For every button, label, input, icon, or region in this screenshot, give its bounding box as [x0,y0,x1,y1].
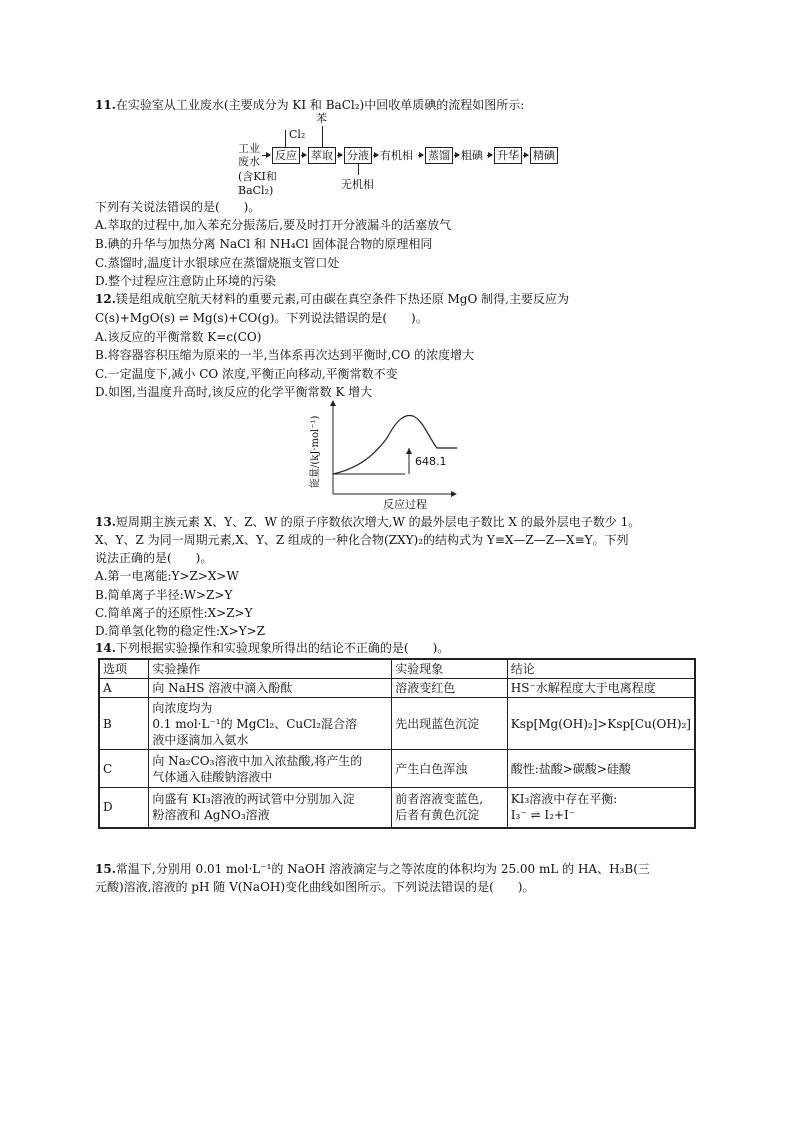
flow-step-separate: 分液 [344,147,372,164]
row-d-operation: 向盛有 KI₃溶液的两试管中分别加入淀 粉溶液和 AgNO₃溶液 [149,788,392,828]
flow-arrow-8 [523,155,528,156]
header-operation: 实验操作 [149,659,392,679]
row-d-conclusion: KI₃溶液中存在平衡: I₃⁻ ⇌ I₂+I⁻ [507,788,695,828]
q11-option-c: C.蒸馏时,温度计水银球应在蒸馏烧瓶支管口处 [95,256,340,270]
flow-input-2: 废水 [238,155,260,168]
table-row [99,788,695,828]
table-row [99,698,695,750]
q14-table [98,658,696,829]
header-option: 选项 [99,659,149,679]
q13-option-c: C.简单离子的还原性:X>Z>Y [95,606,253,620]
row-b-operation: 向浓度均为 0.1 mol·L⁻¹的 MgCl₂、CuCl₂混合溶 液中逐滴加入氨水 [149,698,392,750]
flow-input-4: BaCl₂) [238,184,274,197]
flow-benzene: 苯 [316,112,327,125]
flow-arrow-4 [373,155,378,156]
row-d-phenomenon: 前者溶液变蓝色, 后者有黄色沉淀 [392,788,507,828]
row-c-phenomenon: 产生白色浑浊 [392,750,507,788]
q12-option-a: A.该反应的平衡常数 K=c(CO) [95,330,262,344]
q12-option-d: D.如图,当温度升高时,该反应的化学平衡常数 K 增大 [95,385,373,399]
q13-stem-1: 13.短周期主族元素 X、Y、Z、W 的原子序数依次增大,W 的最外层电子数比 X 的最外层电子数少 1。 [95,515,641,529]
flow-arrow-2 [301,155,306,156]
energy-delta-label: 648.1 [415,455,447,468]
q13-stem-3: 说法正确的是( )。 [95,551,213,565]
row-b-option: B [99,698,149,750]
flow-arrow-5 [418,155,423,156]
header-phenomenon: 实验现象 [392,659,507,679]
row-a-option: A [99,679,149,698]
flow-aqueous-line [358,163,359,175]
q11-option-a: A.萃取的过程中,加入苯充分振荡后,要及时打开分液漏斗的活塞放气 [95,218,452,232]
header-conclusion: 结论 [507,659,695,679]
energy-diagram [305,398,475,513]
q15-line-2: 元酸)溶液,溶液的 pH 随 V(NaOH)变化曲线如图所示。下列说法错误的是( )。 [95,880,535,894]
energy-xlabel: 反应过程 [383,498,427,511]
table-row [99,750,695,788]
q15-line-1: 15.常温下,分别用 0.01 mol·L⁻¹的 NaOH 溶液滴定与之等浓度的体积均为 25.00 mL 的 HA、H₃B(三 [95,862,650,876]
q12-stem: 12.镁是组成航空航天材料的重要元素,可由碳在真空条件下热还原 MgO 制得,主要反应为 [95,292,569,306]
row-c-option: C [99,750,149,788]
flow-cl2-arrow [285,130,286,147]
table-header-row [99,659,695,679]
q12-option-b: B.将容器容积压缩为原来的一半,当体系再次达到平衡时,CO 的浓度增大 [95,348,475,362]
q11-prompt: 下列有关说法错误的是( )。 [95,200,261,214]
row-a-operation: 向 NaHS 溶液中滴入酚酞 [149,679,392,698]
q12-option-c: C.一定温度下,减小 CO 浓度,平衡正向移动,平衡常数不变 [95,367,398,381]
q13-option-a: A.第一电离能:Y>Z>X>W [95,569,239,583]
flow-arrow-6 [454,155,459,156]
q14-stem: 14.下列根据实验操作和实验现象所得出的结论不正确的是( )。 [95,641,450,655]
q13-option-b: B.简单离子半径:W>Z>Y [95,588,233,602]
flow-step-distill: 蒸馏 [425,147,453,164]
q11-option-b: B.碘的升华与加热分离 NaCl 和 NH₄Cl 固体混合物的原理相同 [95,237,433,251]
row-a-phenomenon: 溶液变红色 [392,679,507,698]
row-d-option: D [99,788,149,828]
q12-energy-graph [305,398,475,513]
flow-cl2: Cl₂ [289,128,306,141]
q11-option-d: D.整个过程应注意防止环境的污染 [95,274,277,288]
row-b-phenomenon: 先出现蓝色沉淀 [392,698,507,750]
row-c-operation: 向 Na₂CO₃溶液中加入浓盐酸,将产生的 气体通入硅酸钠溶液中 [149,750,392,788]
flow-step-sublime: 升华 [494,147,522,164]
q11-stem: 11.在实验室从工业废水(主要成分为 KI 和 BaCl₂)中回收单质碘的流程如图所示: [95,98,525,112]
q12-reaction: C(s)+MgO(s) ⇌ Mg(s)+CO(g)。下列说法错误的是( )。 [95,311,428,325]
flow-aqueous: 无机相 [341,178,374,191]
row-b-conclusion: Ksp[Mg(OH)₂]>Ksp[Cu(OH)₂] [507,698,695,750]
q13-option-d: D.简单氢化物的稳定性:X>Y>Z [95,624,265,638]
flow-input-3: (含KI和 [238,170,277,183]
energy-ylabel: 能量/(kJ·mol⁻¹) [310,415,321,488]
flow-step-reaction: 反应 [272,147,300,164]
flow-crude: 粗碘 [461,149,483,162]
flow-organic: 有机相 [380,149,413,162]
flow-arrow-1 [262,155,270,156]
flow-step-pure: 精碘 [530,147,558,164]
flow-input-1: 工业 [238,142,260,155]
flow-step-extract: 萃取 [308,147,336,164]
table-row [99,679,695,698]
flow-arrow-3 [337,155,342,156]
row-c-conclusion: 酸性:盐酸>碳酸>硅酸 [507,750,695,788]
flow-arrow-7 [487,155,492,156]
q13-stem-2: X、Y、Z 为同一周期元素,X、Y、Z 组成的一种化合物(ZXY)₂的结构式为 Y≡X—Z—Z—X≡Y。下列 [95,533,629,547]
row-a-conclusion: HS⁻水解程度大于电离程度 [507,679,695,698]
flow-benzene-arrow [322,126,323,147]
